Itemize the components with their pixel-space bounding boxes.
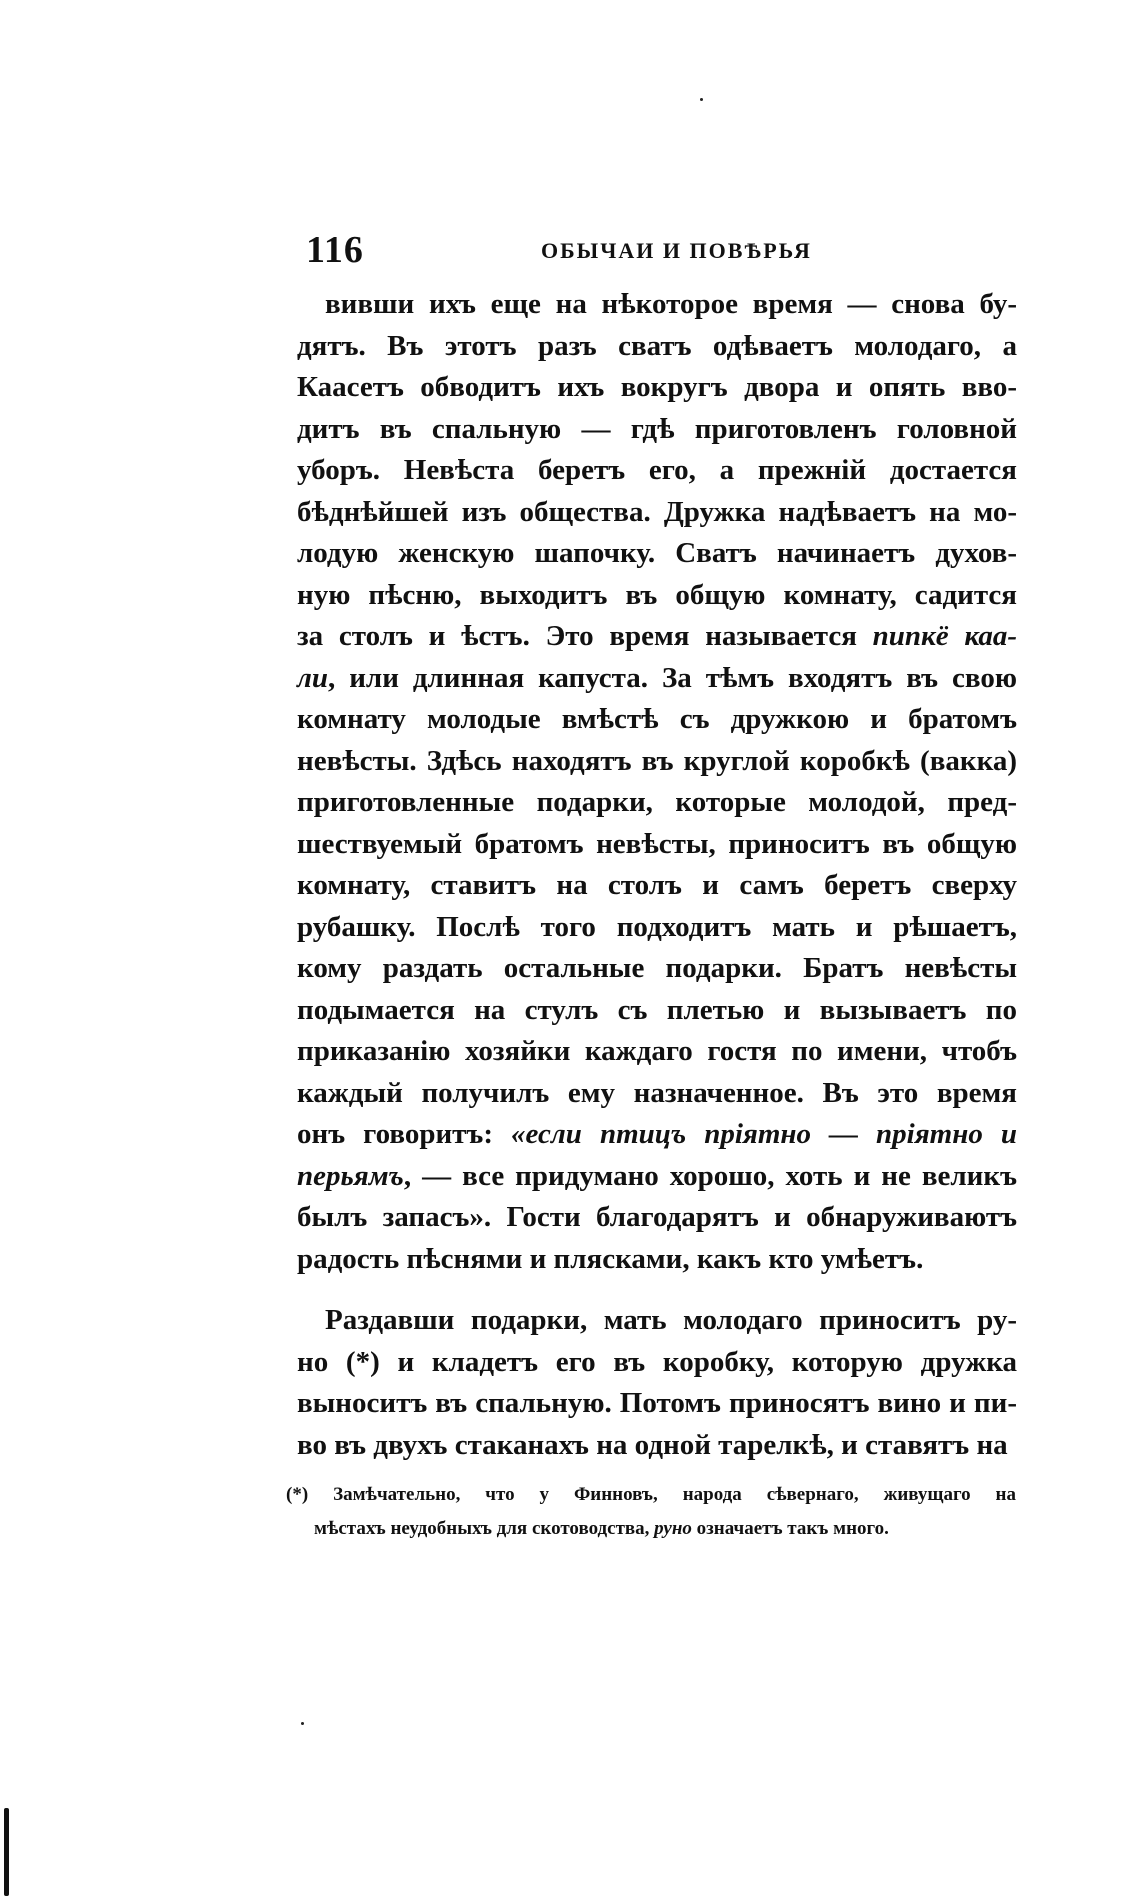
text-line [297, 1197, 1017, 1239]
line-text: Каасетъ обводитъ ихъ вокругъ двора и опять вво- [297, 371, 1017, 403]
line-text: онъ говоритъ: [297, 1118, 512, 1150]
text-line [297, 1073, 1017, 1115]
text-line [297, 326, 1017, 368]
paragraph-2 [297, 1300, 1017, 1466]
text-line [297, 948, 1017, 990]
paragraph-1 [297, 284, 1017, 1280]
line-text: невѣсты. Здѣсь находятъ въ круглой коробкѣ (вакка) [297, 744, 1017, 777]
paragraph-gap [297, 1280, 1017, 1300]
line-text: вивши ихъ еще на нѣкоторое время — снова бу- [325, 288, 1017, 320]
italic-text: ли [297, 661, 329, 694]
line-text: кому раздать остальные подарки. Братъ невѣсты [297, 952, 1017, 984]
text-line [297, 782, 1017, 824]
text-line [297, 367, 1017, 409]
italic-text: пипкё каа- [872, 620, 1017, 652]
footnote-line-2 [286, 1512, 1016, 1546]
speck-bottom [301, 1722, 304, 1725]
text-line [297, 1156, 1017, 1198]
text-line [297, 1383, 1017, 1425]
italic-text: «если птицъ пріятно — пріятно и [511, 1118, 1017, 1150]
line-text: но (*) и кладетъ его въ коробку, которую дружка [297, 1345, 1017, 1378]
line-text: , или длинная капуста. За тѣмъ входятъ въ свою [328, 661, 1017, 694]
footnote-line-1 [286, 1478, 1016, 1512]
text-line [297, 409, 1017, 451]
line-text: приготовленные подарки, которые молодой, пред- [297, 786, 1017, 818]
text-line [297, 575, 1017, 617]
line-text: лодую женскую шапочку. Сватъ начинаетъ духов- [297, 537, 1017, 569]
text-line [297, 533, 1017, 575]
line-text: за столъ и ѣстъ. Это время называется [297, 620, 873, 652]
speck-top [700, 98, 703, 101]
text-line [297, 1031, 1017, 1073]
line-text: , — все придумано хорошо, хоть и не великъ [403, 1159, 1017, 1192]
text-line [297, 824, 1017, 866]
line-text: ную пѣсню, выходитъ въ общую комнату, садится [297, 578, 1017, 611]
page-header [306, 228, 1014, 271]
text-line [297, 284, 1017, 326]
line-text: радость пѣснями и плясками, какъ кто умѣетъ. [297, 1242, 924, 1275]
line-text: выноситъ въ спальную. Потомъ приносятъ вино и пи- [297, 1387, 1017, 1419]
text-line [297, 492, 1017, 534]
body-text [297, 284, 1017, 1466]
line-text: комнату молодые вмѣстѣ съ дружкою и братомъ [297, 703, 1017, 735]
text-line [297, 1114, 1017, 1156]
text-line [297, 741, 1017, 783]
line-text: приказанію хозяйки каждаго гостя по имени, чтобъ [297, 1035, 1017, 1067]
line-text: комнату, ставитъ на столъ и самъ беретъ сверху [297, 869, 1017, 901]
page-number: 116 [306, 229, 364, 271]
line-text: бѣднѣйшей изъ общества. Дружка надѣваетъ на мо- [297, 495, 1017, 528]
scan-edge-mark [4, 1808, 9, 1896]
text-line [297, 616, 1017, 658]
line-text: во въ двухъ стаканахъ на одной тарелкѣ, и ставятъ на [297, 1428, 1008, 1461]
line-text: Раздавши подарки, мать молодаго приноситъ ру- [325, 1304, 1017, 1336]
text-line [297, 990, 1017, 1032]
text-line [297, 699, 1017, 741]
line-text: рубашку. Послѣ того подходитъ мать и рѣшаетъ, [297, 910, 1017, 943]
footnote-italic-word: руно [654, 1518, 692, 1539]
text-line [297, 1239, 1017, 1281]
line-text: шествуемый братомъ невѣсты, приноситъ въ общую [297, 827, 1017, 860]
text-line [297, 907, 1017, 949]
text-line [297, 1425, 1017, 1467]
footnote [286, 1478, 1016, 1546]
line-text: дятъ. Въ этотъ разъ сватъ одѣваетъ молодаго, а [297, 329, 1017, 362]
line-text: подымается на стулъ съ плетью и вызываетъ по [297, 993, 1017, 1026]
italic-text: перьямъ [297, 1159, 404, 1192]
text-line [297, 1342, 1017, 1384]
footnote-text-1: (*) Замѣчательно, что у Финновъ, народа сѣвернаго, живущаго на [286, 1484, 1016, 1505]
text-line [297, 865, 1017, 907]
text-line [297, 1300, 1017, 1342]
running-title: ОБЫЧАИ И ПОВѢРЬЯ [541, 238, 812, 263]
text-line [297, 450, 1017, 492]
line-text: былъ запасъ». Гости благодарятъ и обнаруживаютъ [297, 1201, 1017, 1233]
line-text: уборъ. Невѣста беретъ его, а прежній достается [297, 454, 1017, 486]
line-text: каждый получилъ ему назначенное. Въ это время [297, 1076, 1017, 1109]
text-line [297, 658, 1017, 700]
footnote-text-2a: мѣстахъ неудобныхъ для скотоводства, [314, 1518, 655, 1539]
line-text: дитъ въ спальную — гдѣ приготовленъ головной [297, 412, 1017, 445]
footnote-text-2b: означаетъ такъ много. [691, 1518, 889, 1539]
